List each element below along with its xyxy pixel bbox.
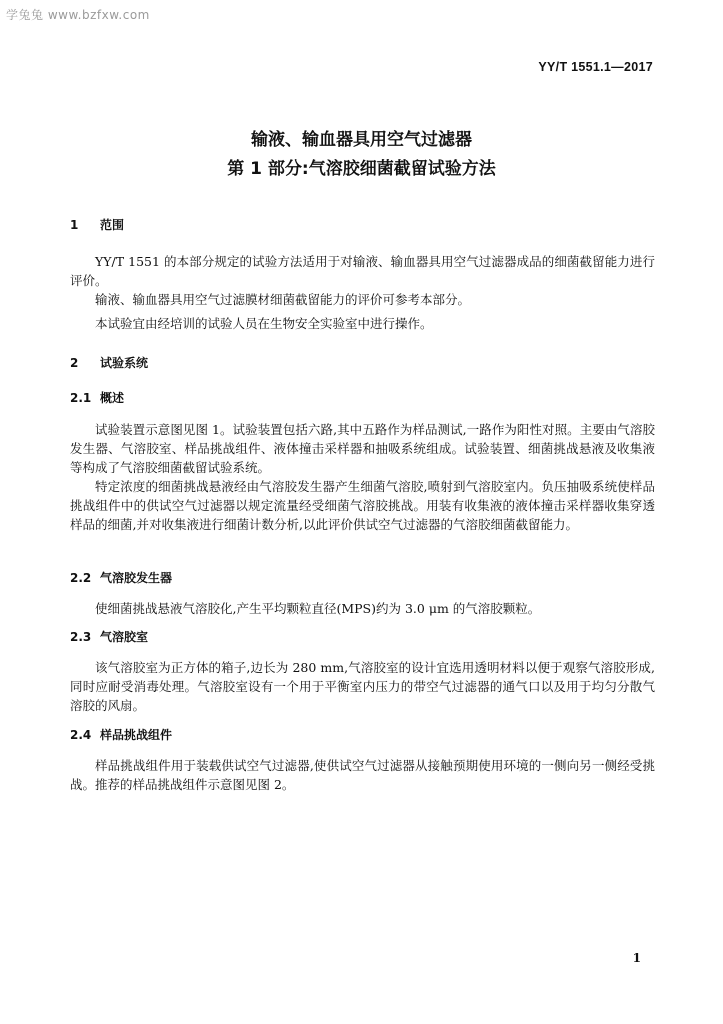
section-heading-system xyxy=(70,354,148,371)
scope-paragraph: 本试验宜由经培训的试验人员在生物安全实验室中进行操作。 xyxy=(95,316,433,331)
section-title: 试验系统 xyxy=(100,356,149,370)
subsection-title: 气溶胶室 xyxy=(100,630,149,644)
watermark: 学兔兔 www.bzfxw.com xyxy=(6,8,150,22)
section-number: 1 xyxy=(70,218,79,232)
subsection-heading-generator xyxy=(70,569,172,586)
page-number: 1 xyxy=(632,951,641,965)
subsection-heading-chamber xyxy=(70,628,148,645)
section-heading-scope xyxy=(70,216,124,233)
chamber-paragraph: 该气溶胶室为正方体的箱子,边长为 280 mm,气溶胶室的设计宜选用透明材料以便于观察气溶胶形成,同时应耐受消毒处理。气溶胶室设有一个用于平衡室内压力的带空气过滤器的通气口以及用于均匀分散气溶胶的风扇。 xyxy=(70,660,655,713)
overview-paragraph: 试验装置示意图见图 1。试验装置包括六路,其中五路作为样品测试,一路作为阳性对照。主要由气溶胶发生器、气溶胶室、样品挑战组件、液体撞击采样器和抽吸系统组成。试验装置、细菌挑战悬液及收集液等构成了气溶胶细菌截留试验系统。 xyxy=(70,422,655,475)
subsection-heading-challenge xyxy=(70,726,172,743)
subsection-title: 样品挑战组件 xyxy=(100,728,173,742)
generator-paragraph: 使细菌挑战悬液气溶胶化,产生平均颗粒直径(MPS)约为 3.0 μm 的气溶胶颗粒。 xyxy=(95,601,541,616)
subsection-title: 概述 xyxy=(100,391,125,405)
document-title-line2: 第 1 部分:气溶胶细菌截留试验方法 xyxy=(227,159,496,179)
document-title-line1: 输液、输血器具用空气过滤器 xyxy=(251,130,472,150)
standard-code: YY/T 1551.1—2017 xyxy=(538,60,653,74)
subsection-number: 2.1 xyxy=(70,391,92,405)
section-title: 范围 xyxy=(100,218,125,232)
scope-paragraph: 输液、输血器具用空气过滤膜材细菌截留能力的评价可参考本部分。 xyxy=(95,292,471,307)
scope-paragraph: YY/T 1551 的本部分规定的试验方法适用于对输液、输血器具用空气过滤器成品的细菌截留能力进行评价。 xyxy=(70,254,655,288)
section-number: 2 xyxy=(70,356,79,370)
subsection-number: 2.3 xyxy=(70,630,92,644)
overview-paragraph: 特定浓度的细菌挑战悬液经由气溶胶发生器产生细菌气溶胶,喷射到气溶胶室内。负压抽吸系统使样品挑战组件中的供试空气过滤器以规定流量经受细菌气溶胶挑战。用装有收集液的液体撞击采样器收集穿透样品的细菌,并对收集液进行细菌计数分析,以此评价供试空气过滤器的气溶胶细菌截留能力。 xyxy=(70,479,655,532)
subsection-number: 2.2 xyxy=(70,571,92,585)
subsection-heading-overview xyxy=(70,389,124,406)
subsection-number: 2.4 xyxy=(70,728,92,742)
challenge-paragraph: 样品挑战组件用于装载供试空气过滤器,使供试空气过滤器从接触预期使用环境的一侧向另一侧经受挑战。推荐的样品挑战组件示意图见图 2。 xyxy=(70,758,655,792)
subsection-title: 气溶胶发生器 xyxy=(100,571,173,585)
